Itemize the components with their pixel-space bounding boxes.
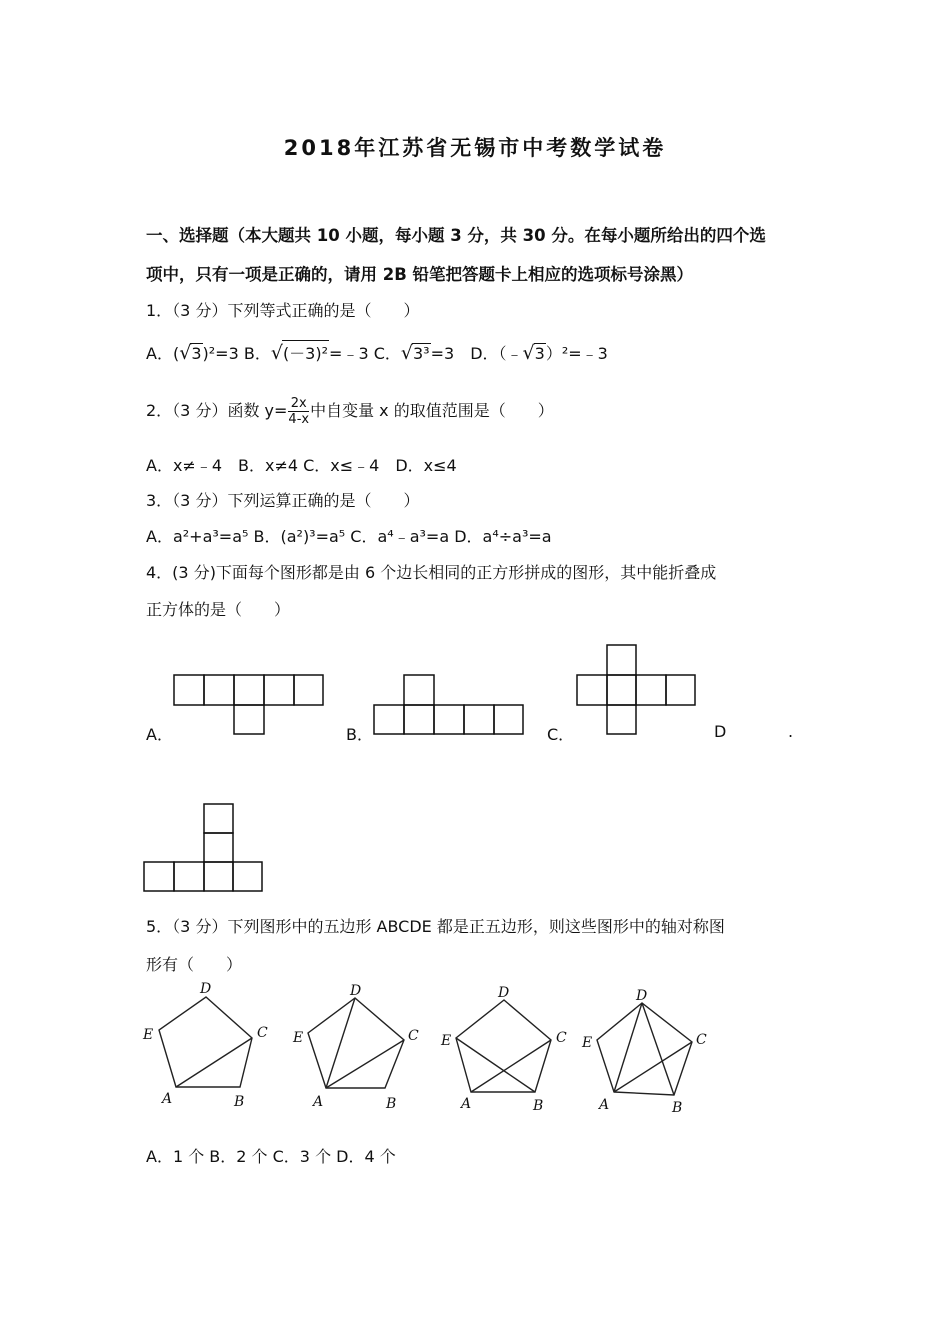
q1-d-tail: ）²=﹣3 <box>545 344 608 363</box>
vertex-label: B <box>672 1100 683 1116</box>
q2-numerator: 2x <box>288 396 309 412</box>
vertex-label: C <box>696 1032 707 1048</box>
q4-stem-line1: 4．(3 分)下面每个图形都是由 6 个边长相同的正方形拼成的图形，其中能折叠成 <box>146 563 717 582</box>
vertex-label: B <box>533 1098 544 1114</box>
vertex-label: A <box>599 1097 610 1113</box>
q2-options: A．x≠﹣4 B．x≠4 C．x≤﹣4 D．x≤4 <box>146 456 457 475</box>
vertex-label: C <box>556 1030 567 1046</box>
q1-b-tail: =﹣3 <box>329 344 369 363</box>
q4-label-b: B． <box>346 725 373 744</box>
q2-stem-post: 中自变量 x 的取值范围是（ ） <box>310 401 554 420</box>
section-heading-line1: 一、选择题（本大题共 10 小题，每小题 3 分，共 30 分。在每小题所给出的四个选 <box>146 226 766 245</box>
q4-label-c: C． <box>547 725 575 744</box>
q1-a-tail: )²=3 <box>202 344 239 363</box>
q5-options: A．1 个 B．2 个 C．3 个 D．4 个 <box>146 1147 396 1166</box>
q1-b-radicand: (－3)² <box>282 340 329 364</box>
q4-label-a: A． <box>146 725 173 744</box>
q1-a-radicand: 3 <box>191 344 202 363</box>
q4-stem-line2: 正方体的是（ ） <box>146 600 291 619</box>
q5-stem-line1: 5．（3 分）下列图形中的五边形 ABCDE 都是正五边形，则这些图形中的轴对称图 <box>146 917 725 936</box>
q4-label-d-dot: . <box>788 722 794 741</box>
vertex-label: B <box>386 1096 397 1112</box>
vertex-label: B <box>234 1094 245 1110</box>
page-title: 2018年江苏省无锡市中考数学试卷 <box>283 136 667 160</box>
q1-c-radicand: 3³ <box>413 344 430 363</box>
q2-denominator: 4-x <box>288 412 310 427</box>
sqrt-symbol-icon: √ <box>400 342 413 364</box>
q1-d-radicand: 3 <box>534 344 545 363</box>
vertex-label: D <box>200 981 212 997</box>
vertex-label: A <box>162 1091 173 1107</box>
q1-option-b-label: B． <box>238 344 271 363</box>
vertex-label: A <box>313 1094 324 1110</box>
vertex-label: A <box>461 1096 472 1112</box>
vertex-label: D <box>636 988 648 1004</box>
vertex-label: E <box>582 1035 593 1051</box>
vertex-label: E <box>293 1030 304 1046</box>
vertex-label: C <box>408 1028 419 1044</box>
q3-options: A．a²+a³=a⁵ B．(a²)³=a⁵ C．a⁴﹣a³=a D．a⁴÷a³=a <box>146 527 552 546</box>
section-heading-line2: 项中，只有一项是正确的，请用 2B 铅笔把答题卡上相应的选项标号涂黑） <box>146 265 694 284</box>
q2-stem-pre: 2．（3 分）函数 y= <box>146 401 288 420</box>
q4-label-d: D <box>714 722 727 741</box>
q1-option-c-label: C． <box>368 344 401 363</box>
q1-stem: 1．（3 分）下列等式正确的是（ ） <box>146 301 420 320</box>
vertex-label: D <box>350 983 362 999</box>
sqrt-symbol-icon: √ <box>270 342 283 364</box>
vertex-label: E <box>143 1027 154 1043</box>
q1-c-tail: =3 <box>430 344 455 363</box>
q1-option-a-label: A．( <box>146 344 180 363</box>
q1-option-d-label: D．（﹣ <box>454 344 523 363</box>
vertex-label: C <box>257 1025 268 1041</box>
vertex-label: E <box>441 1033 452 1049</box>
q3-stem: 3．（3 分）下列运算正确的是（ ） <box>146 491 420 510</box>
q5-stem-line2: 形有（ ） <box>146 955 243 974</box>
sqrt-symbol-icon: √ <box>522 342 535 364</box>
vertex-label: D <box>498 985 510 1001</box>
sqrt-symbol-icon: √ <box>179 342 192 364</box>
